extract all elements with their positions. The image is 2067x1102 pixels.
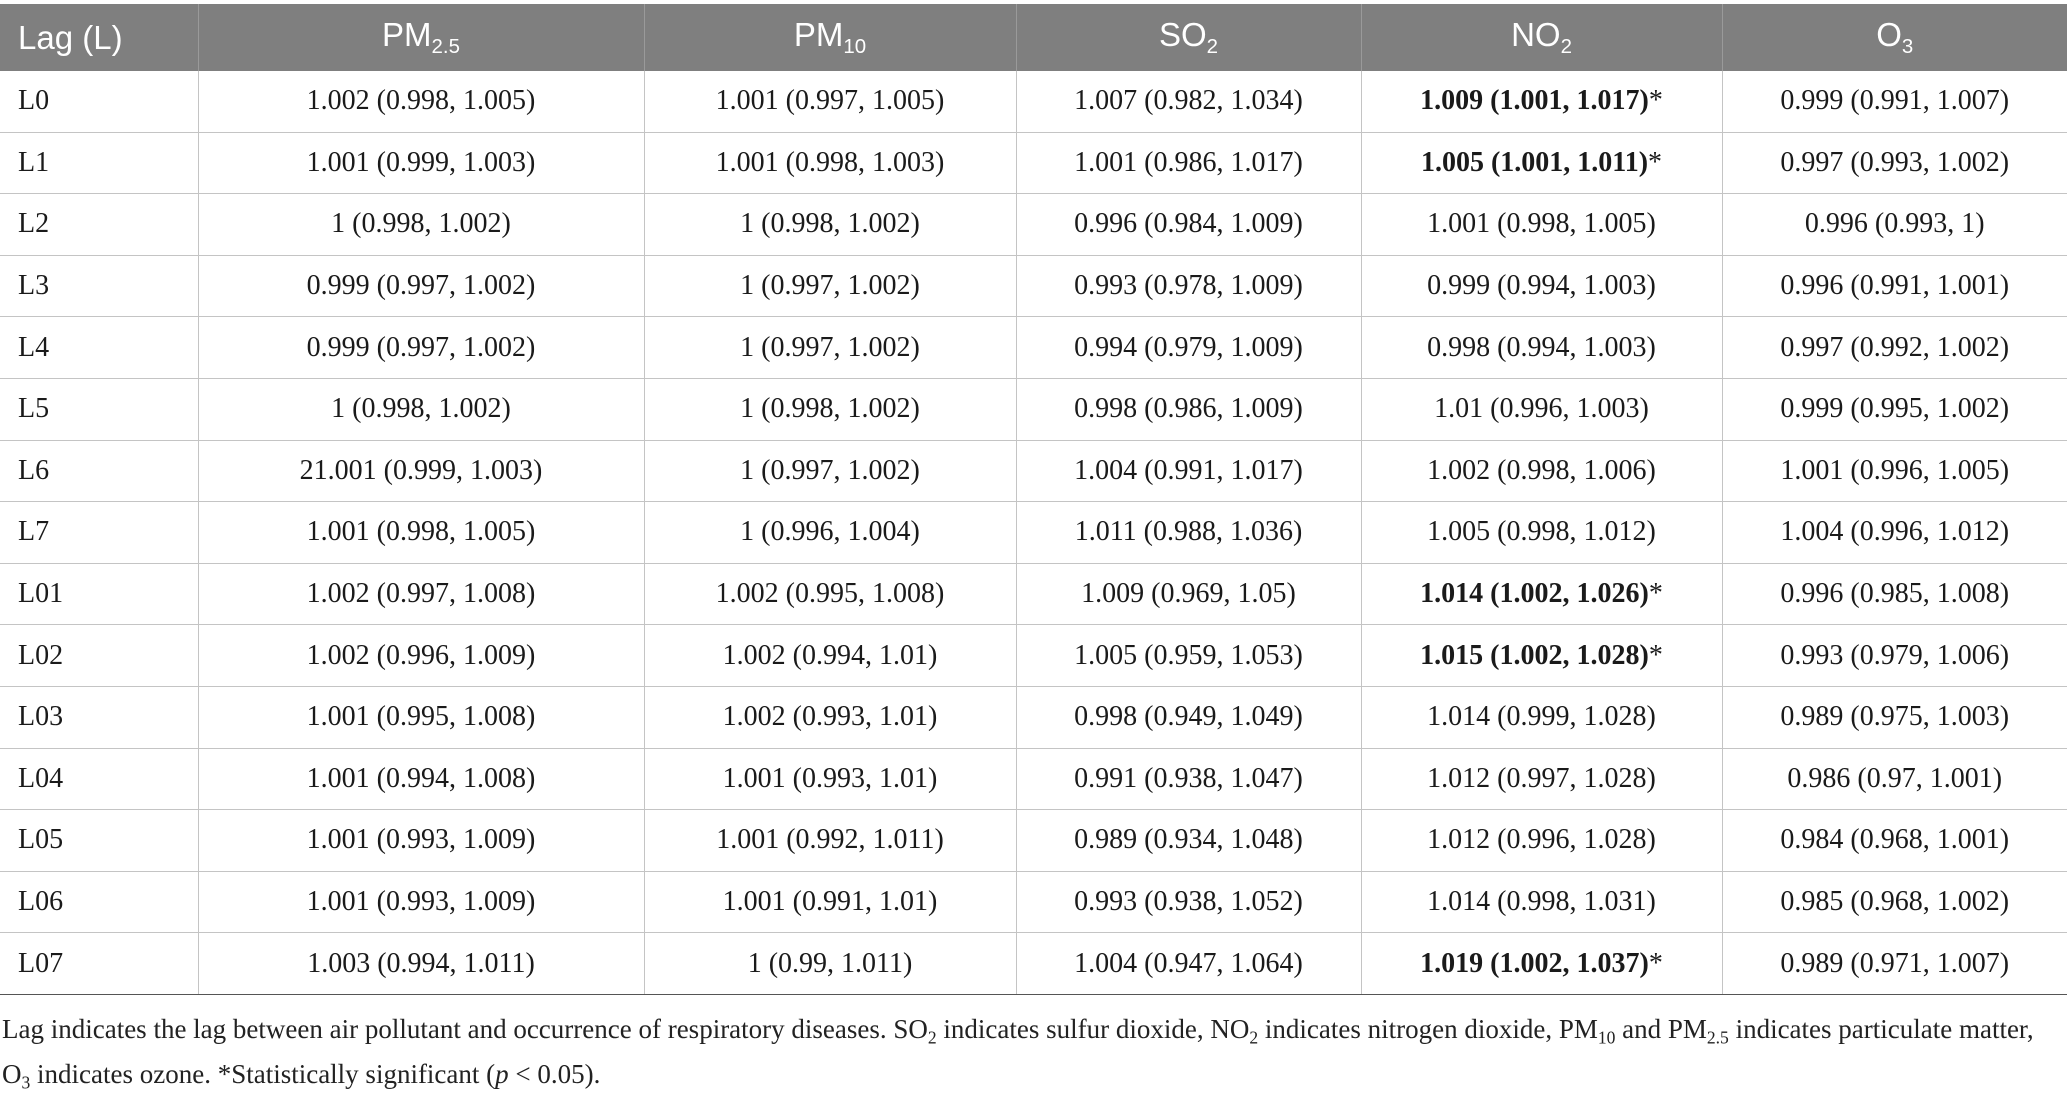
footnote-text: and PM	[1615, 1014, 1707, 1044]
table-row	[0, 440, 2067, 502]
value-cell: 1.001 (0.998, 1.005)	[1361, 194, 1722, 256]
value-cell: 0.998 (0.986, 1.009)	[1016, 378, 1361, 440]
lag-cell: L02	[0, 625, 198, 687]
significance-marker: *	[1648, 85, 1663, 117]
table-row	[0, 933, 2067, 995]
table-row	[0, 810, 2067, 872]
header-label: O	[1876, 15, 1902, 53]
value-cell: 1 (0.998, 1.002)	[644, 194, 1016, 256]
value-cell: 1.011 (0.988, 1.036)	[1016, 502, 1361, 564]
value-cell: 0.993 (0.978, 1.009)	[1016, 255, 1361, 317]
table-footnote	[2, 1011, 2052, 1102]
value-cell: 0.996 (0.991, 1.001)	[1722, 255, 2067, 317]
table-row	[0, 502, 2067, 564]
header-subscript: 2	[1206, 35, 1219, 59]
lag-cell: L0	[0, 71, 198, 132]
footnote-subscript: 10	[1597, 1027, 1616, 1048]
value-cell: 1.001 (0.986, 1.017)	[1016, 132, 1361, 194]
value-cell: 1.001 (0.999, 1.003)	[198, 132, 644, 194]
lag-cell: L4	[0, 317, 198, 379]
footnote-text: indicates particulate matter, O	[2, 1014, 2034, 1090]
significance-marker: *	[1648, 639, 1663, 671]
table-row	[0, 748, 2067, 810]
lag-cell: L05	[0, 810, 198, 872]
lag-effects-table	[0, 4, 2067, 995]
footnote-text: indicates ozone. *Statistically significant (	[30, 1059, 496, 1090]
column-header-pm25	[198, 4, 644, 71]
lag-cell: L07	[0, 933, 198, 995]
footnote-subscript: 2	[1249, 1027, 1259, 1048]
value-cell: 0.993 (0.979, 1.006)	[1722, 625, 2067, 687]
value-cell: 0.996 (0.985, 1.008)	[1722, 563, 2067, 625]
value-cell: 0.999 (0.997, 1.002)	[198, 255, 644, 317]
value-cell: 1.014 (0.999, 1.028)	[1361, 686, 1722, 748]
value-cell: 1.002 (0.993, 1.01)	[644, 686, 1016, 748]
header-label: Lag (L)	[18, 18, 123, 56]
value-cell: 1.002 (0.995, 1.008)	[644, 563, 1016, 625]
table-row	[0, 132, 2067, 194]
table-row	[0, 625, 2067, 687]
value-cell: 1.01 (0.996, 1.003)	[1361, 378, 1722, 440]
value-cell: 0.994 (0.979, 1.009)	[1016, 317, 1361, 379]
significant-value: 1.009 (1.001, 1.017)	[1420, 85, 1649, 117]
footnote-subscript: 3	[21, 1072, 31, 1093]
header-label: PM	[793, 15, 844, 53]
value-cell: 1.012 (0.997, 1.028)	[1361, 748, 1722, 810]
value-cell: 0.989 (0.975, 1.003)	[1722, 686, 2067, 748]
value-cell: 1.001 (0.994, 1.008)	[198, 748, 644, 810]
value-cell: 1.003 (0.994, 1.011)	[198, 933, 644, 995]
value-cell: 0.999 (0.997, 1.002)	[198, 317, 644, 379]
header-subscript: 10	[843, 35, 867, 59]
value-cell: 1.002 (0.997, 1.008)	[198, 563, 644, 625]
footnote-text: indicates sulfur dioxide, NO	[936, 1014, 1250, 1044]
value-cell: 0.999 (0.991, 1.007)	[1722, 71, 2067, 132]
value-cell: 1.001 (0.996, 1.005)	[1722, 440, 2067, 502]
header-label: SO	[1158, 15, 1207, 53]
value-cell: 0.996 (0.984, 1.009)	[1016, 194, 1361, 256]
value-cell: 1.001 (0.991, 1.01)	[644, 871, 1016, 933]
value-cell: 1 (0.997, 1.002)	[644, 440, 1016, 502]
value-cell: 1.002 (0.996, 1.009)	[198, 625, 644, 687]
table-row	[0, 871, 2067, 933]
table-row	[0, 317, 2067, 379]
value-cell: 0.999 (0.994, 1.003)	[1361, 255, 1722, 317]
value-cell: 0.998 (0.949, 1.049)	[1016, 686, 1361, 748]
lag-cell: L03	[0, 686, 198, 748]
significant-value: 1.019 (1.002, 1.037)	[1420, 947, 1649, 979]
significant-value: 1.014 (1.002, 1.026)	[1420, 578, 1649, 610]
value-cell: 0.996 (0.993, 1)	[1722, 194, 2067, 256]
value-cell: 1.001 (0.993, 1.01)	[644, 748, 1016, 810]
footnote-italic: p	[495, 1059, 509, 1090]
table-row	[0, 255, 2067, 317]
lag-cell: L04	[0, 748, 198, 810]
header-label: PM	[382, 15, 432, 53]
lag-cell: L5	[0, 378, 198, 440]
value-cell: 0.997 (0.993, 1.002)	[1722, 132, 2067, 194]
value-cell: 1.001 (0.993, 1.009)	[198, 810, 644, 872]
lag-cell: L06	[0, 871, 198, 933]
value-cell: 1 (0.997, 1.002)	[644, 255, 1016, 317]
footnote-text: < 0.05).	[508, 1059, 601, 1090]
value-cell: 1.005 (0.998, 1.012)	[1361, 502, 1722, 564]
table-row	[0, 194, 2067, 256]
header-subscript: 2	[1560, 35, 1572, 59]
value-cell: 1 (0.996, 1.004)	[644, 502, 1016, 564]
value-cell: 1 (0.99, 1.011)	[644, 933, 1016, 995]
table-header-row	[0, 4, 2067, 71]
value-cell: 0.997 (0.992, 1.002)	[1722, 317, 2067, 379]
value-cell: 1.004 (0.996, 1.012)	[1722, 502, 2067, 564]
value-cell: 1.001 (0.992, 1.011)	[644, 810, 1016, 872]
value-cell: 0.998 (0.994, 1.003)	[1361, 317, 1722, 379]
value-cell: 1.001 (0.998, 1.005)	[198, 502, 644, 564]
value-cell: 1.001 (0.993, 1.009)	[198, 871, 644, 933]
table-row	[0, 378, 2067, 440]
value-cell: 1.002 (0.998, 1.006)	[1361, 440, 1722, 502]
lag-cell: L1	[0, 132, 198, 194]
value-cell: 0.989 (0.971, 1.007)	[1722, 933, 2067, 995]
table-body	[0, 71, 2067, 994]
value-cell: 0.989 (0.934, 1.048)	[1016, 810, 1361, 872]
significant-value: 1.005 (1.001, 1.011)	[1420, 146, 1649, 178]
significance-marker: *	[1648, 146, 1663, 178]
column-header-so2	[1016, 4, 1361, 71]
value-cell: 0.991 (0.938, 1.047)	[1016, 748, 1361, 810]
value-cell	[1361, 132, 1722, 194]
lag-cell: L3	[0, 255, 198, 317]
column-header-pm10	[644, 4, 1016, 71]
value-cell	[1361, 563, 1722, 625]
value-cell: 1.007 (0.982, 1.034)	[1016, 71, 1361, 132]
value-cell: 21.001 (0.999, 1.003)	[198, 440, 644, 502]
footnote-subscript: 2	[927, 1027, 937, 1048]
value-cell: 1 (0.998, 1.002)	[644, 378, 1016, 440]
lag-cell: L01	[0, 563, 198, 625]
significance-marker: *	[1648, 947, 1663, 979]
value-cell: 0.986 (0.97, 1.001)	[1722, 748, 2067, 810]
value-cell: 1.012 (0.996, 1.028)	[1361, 810, 1722, 872]
value-cell: 1 (0.998, 1.002)	[198, 378, 644, 440]
column-header-o3	[1722, 4, 2067, 71]
header-subscript: 3	[1901, 35, 1914, 59]
value-cell: 0.985 (0.968, 1.002)	[1722, 871, 2067, 933]
table-row	[0, 686, 2067, 748]
footnote-text: Lag indicates the lag between air pollutant and occurrence of respiratory diseases. SO	[2, 1014, 928, 1044]
column-header-no2	[1361, 4, 1722, 71]
lag-cell: L7	[0, 502, 198, 564]
value-cell: 1.001 (0.995, 1.008)	[198, 686, 644, 748]
value-cell: 1.004 (0.991, 1.017)	[1016, 440, 1361, 502]
value-cell: 0.993 (0.938, 1.052)	[1016, 871, 1361, 933]
value-cell	[1361, 933, 1722, 995]
value-cell: 1.004 (0.947, 1.064)	[1016, 933, 1361, 995]
value-cell: 1.002 (0.998, 1.005)	[198, 71, 644, 132]
lag-cell: L2	[0, 194, 198, 256]
value-cell: 0.999 (0.995, 1.002)	[1722, 378, 2067, 440]
header-subscript: 2.5	[431, 35, 460, 59]
value-cell: 0.984 (0.968, 1.001)	[1722, 810, 2067, 872]
footnote-text: indicates nitrogen dioxide, PM	[1258, 1014, 1598, 1044]
significance-marker: *	[1648, 578, 1663, 610]
results-table-container	[0, 4, 2067, 995]
column-header-lag	[0, 4, 198, 71]
table-row	[0, 563, 2067, 625]
value-cell: 1.002 (0.994, 1.01)	[644, 625, 1016, 687]
value-cell: 1.005 (0.959, 1.053)	[1016, 625, 1361, 687]
value-cell: 1.014 (0.998, 1.031)	[1361, 871, 1722, 933]
value-cell: 1.001 (0.998, 1.003)	[644, 132, 1016, 194]
value-cell	[1361, 625, 1722, 687]
value-cell: 1 (0.998, 1.002)	[198, 194, 644, 256]
value-cell: 1 (0.997, 1.002)	[644, 317, 1016, 379]
table-row	[0, 71, 2067, 132]
footnote-subscript: 2.5	[1706, 1027, 1729, 1048]
significant-value: 1.015 (1.002, 1.028)	[1420, 639, 1649, 671]
lag-cell: L6	[0, 440, 198, 502]
value-cell: 1.009 (0.969, 1.05)	[1016, 563, 1361, 625]
header-label: NO	[1511, 15, 1561, 53]
value-cell	[1361, 71, 1722, 132]
value-cell: 1.001 (0.997, 1.005)	[644, 71, 1016, 132]
